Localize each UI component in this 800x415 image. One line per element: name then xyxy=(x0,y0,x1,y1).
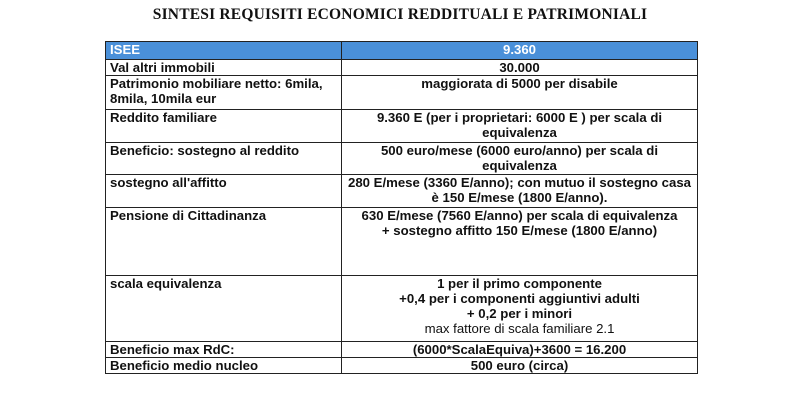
row-value xyxy=(342,208,698,276)
row-value: 9.360 xyxy=(342,42,698,60)
table-row-beneficio xyxy=(106,143,698,175)
table-row-isee xyxy=(106,42,698,60)
table-row-beneficio-medio xyxy=(106,358,698,374)
row-value: 280 E/mese (3360 E/anno); con mutuo il sostegno casa è 150 E/mese (1800 E/anno). xyxy=(342,175,698,208)
row-value: 500 euro (circa) xyxy=(342,358,698,374)
table-row-patrimonio xyxy=(106,76,698,110)
row-label: sostegno all'affitto xyxy=(106,175,342,208)
row-label: Beneficio: sostegno al reddito xyxy=(106,143,342,175)
row-label: Beneficio medio nucleo xyxy=(106,358,342,374)
row-value: 9.360 E (per i proprietari: 6000 E ) per scala di equivalenza xyxy=(342,110,698,143)
table-row-beneficio-max xyxy=(106,342,698,358)
table-row-scala xyxy=(106,276,698,342)
table-row-pensione xyxy=(106,208,698,276)
value-line: + 0,2 per i minori xyxy=(466,306,573,321)
value-line: 630 E/mese (7560 E/anno) per scala di equivalenza xyxy=(361,208,678,223)
table-row-altri-immobili xyxy=(106,60,698,76)
value-line: 1 per il primo componente xyxy=(437,276,602,291)
page-title: SINTESI REQUISITI ECONOMICI REDDITUALI E PATRIMONIALI xyxy=(152,6,648,23)
table-row-reddito xyxy=(106,110,698,143)
row-value: maggiorata di 5000 per disabile xyxy=(342,76,698,110)
row-label: Pensione di Cittadinanza xyxy=(106,208,342,276)
row-label: Beneficio max RdC: xyxy=(106,342,342,358)
value-line: max fattore di scala familiare 2.1 xyxy=(424,321,615,336)
row-label: Reddito familiare xyxy=(106,110,342,143)
value-line: + sostegno affitto 150 E/mese (1800 E/anno) xyxy=(381,223,658,238)
row-value: 30.000 xyxy=(342,60,698,76)
row-value xyxy=(342,276,698,342)
row-label: Patrimonio mobiliare netto: 6mila, 8mila, 10mila eur xyxy=(106,76,342,110)
requirements-table xyxy=(105,41,698,374)
row-label: ISEE xyxy=(106,42,342,60)
row-value: (6000*ScalaEquiva)+3600 = 16.200 xyxy=(342,342,698,358)
row-value: 500 euro/mese (6000 euro/anno) per scala di equivalenza xyxy=(342,143,698,175)
row-label: scala equivalenza xyxy=(106,276,342,342)
table-row-affitto xyxy=(106,175,698,208)
value-line: +0,4 per i componenti aggiuntivi adulti xyxy=(399,291,640,306)
row-label: Val altri immobili xyxy=(106,60,342,76)
